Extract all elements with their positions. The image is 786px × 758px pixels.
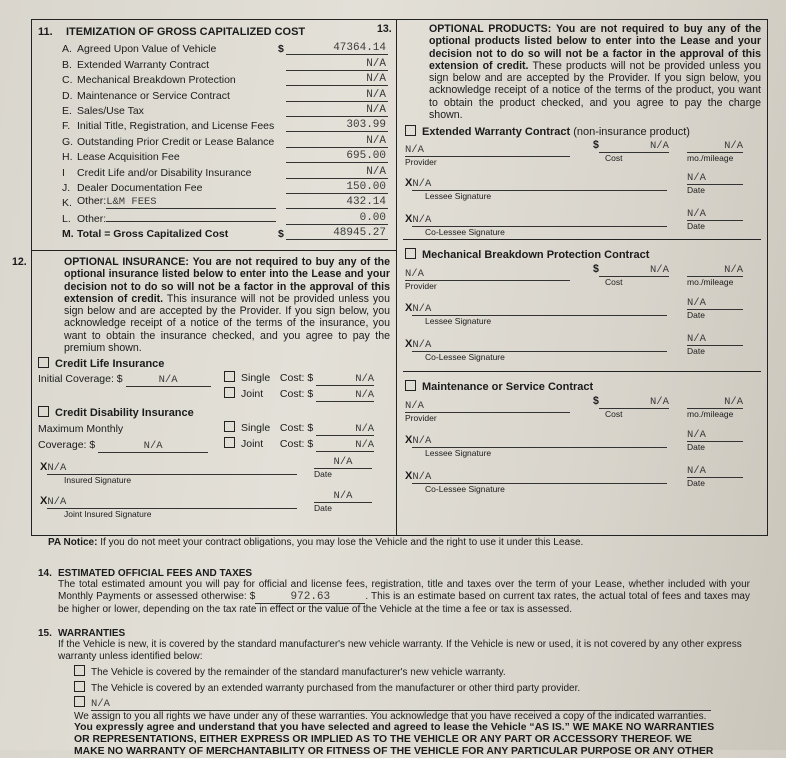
itemization-row: G. Outstanding Prior Credit or Lease Balance N/A	[62, 134, 386, 148]
colessee-signature-field[interactable]: N/A	[412, 339, 667, 352]
credit-life-coverage-field[interactable]: N/A	[126, 374, 211, 387]
other-description-field[interactable]	[106, 221, 276, 222]
itemization-row: D. Maintenance or Service Contract N/A	[62, 88, 386, 102]
joint-insured-signature-field[interactable]: N/A	[47, 496, 297, 509]
pa-notice: PA Notice: If you do not meet your contract obligations, you may lose the Vehicle and the right to use it under this Lease.	[48, 537, 584, 548]
credit-disability-single-checkbox[interactable]	[224, 421, 235, 432]
joint-insured-signature: XN/A Joint Insured Signature	[40, 495, 297, 519]
product-checkbox[interactable]	[405, 380, 416, 391]
insurance-signatures	[38, 455, 390, 527]
joint-insured-date-field[interactable]: N/A	[314, 490, 372, 503]
colessee-signature-field[interactable]: N/A	[412, 214, 667, 227]
mileage-field[interactable]: N/A	[687, 264, 743, 277]
credit-life-header: Credit Life Insurance	[38, 357, 390, 370]
column-divider	[396, 20, 397, 535]
itemization-row: E. Sales/Use Tax N/A	[62, 103, 386, 117]
optional-product: Mechanical Breakdown Protection Contract N/A Provider $ N/A Cost N/A mo./mileage XN/A Lessee Signature N/A Date XN/A Co-Lessee Signature N/A Date	[403, 239, 761, 367]
warranty-option-3	[38, 696, 750, 711]
itemization-amount-field[interactable]: 0.00	[286, 212, 388, 225]
credit-life-joint-cost[interactable]: N/A	[316, 389, 374, 402]
joint-insured-date: N/A Date	[314, 489, 372, 513]
itemization-amount-field[interactable]: N/A	[286, 166, 388, 179]
section-12-optional-insurance	[12, 256, 390, 527]
provider-field[interactable]: N/A	[405, 144, 570, 157]
credit-life-joint-checkbox[interactable]	[224, 387, 235, 398]
itemization-amount-field[interactable]: 303.99	[286, 119, 388, 132]
itemization-row: F. Initial Title, Registration, and License Fees 303.99	[62, 119, 386, 133]
colessee-date-field[interactable]: N/A	[687, 208, 743, 221]
itemization-row: C. Mechanical Breakdown Protection N/A	[62, 73, 386, 87]
itemization-amount-field[interactable]: 48945.27	[286, 227, 388, 240]
credit-life-fields: Initial Coverage: $ N/A Single Cost: $ N/A Joint Cost: $ N/A	[38, 372, 375, 402]
insured-signature-field[interactable]: N/A	[47, 462, 297, 475]
itemization-row: B. Extended Warranty Contract N/A	[62, 57, 386, 71]
section-12-text: 12. OPTIONAL INSURANCE: You are not required to buy any of the optional insurance listed below to enter into the Lease and your decision not to do so will not be a factor in the approval of this extension of credit. This insurance will not be provided unless you sign below and are accepted by the Provider. If you sign below, you acknowledge receipt of a notice of the terms of the insurance, you want to obtain the insurance checked, and you agree to pay the premium shown.	[12, 256, 390, 355]
mileage-field[interactable]: N/A	[687, 396, 743, 409]
estimated-fees-amount[interactable]: 972.63	[255, 592, 365, 605]
colessee-signature-field[interactable]: N/A	[412, 471, 667, 484]
form-grid	[12, 19, 768, 536]
insured-signature: XN/A Insured Signature	[40, 461, 297, 485]
itemization-amount-field[interactable]: N/A	[286, 89, 388, 102]
itemization-amount-field[interactable]: 150.00	[286, 181, 388, 194]
colessee-date-field[interactable]: N/A	[687, 465, 743, 478]
credit-life-single-checkbox[interactable]	[224, 371, 235, 382]
product-checkbox[interactable]	[405, 248, 416, 259]
itemization-amount-field[interactable]: N/A	[286, 73, 388, 86]
credit-disability-header: Credit Disability Insurance	[38, 406, 390, 419]
section-15-warranties: 15. WARRANTIES If the Vehicle is new, it is covered by the standard manufacturer's new vehicle warranty. If the Vehicle is new or used, it is not covered by any other express warranty unless identified below: The Vehicle is covered by the remainder of the standard manufacturer's new vehicle warranty. The Vehicle is covered by an extended warranty purchased from the manufacturer or other third party provider. N/A We assign to you all rights we have under any of these warranties. You acknowledge that you have received a copy of the indicated warranties. You expressly agree and understand that you have selected and agreed to lease the Vehicle “AS IS.” WE MAKE NO WARRANTIES OR REPRESENTATIONS, EITHER EXPRESS OR IMPLIED AS TO THE VEHICLE OR ANY PART OR ACCESSORY THEREOF. WE MAKE NO WARRANTY OF MERCHANTABILITY OR FITNESS OF THE VEHICLE FOR ANY PARTICULAR PURPOSE OR ANY OTHER	[38, 628, 750, 758]
itemization-row: H. Lease Acquisition Fee 695.00	[62, 150, 386, 164]
warranty-option-1: The Vehicle is covered by the remainder of the standard manufacturer's new vehicle warranty.	[38, 665, 750, 678]
lessee-signature-field[interactable]: N/A	[412, 303, 667, 316]
itemization-amount-field[interactable]: N/A	[286, 135, 388, 148]
warranty-other-field[interactable]: N/A	[91, 698, 711, 711]
credit-disability-checkbox[interactable]	[38, 406, 49, 417]
cost-field[interactable]: N/A	[599, 396, 669, 409]
itemization-row: M. Total = Gross Capitalized Cost $ 48945.27	[62, 227, 386, 241]
itemization-row: A. Agreed Upon Value of Vehicle $ 47364.14	[62, 42, 386, 56]
section-14-fees-taxes: 14. ESTIMATED OFFICIAL FEES AND TAXES The total estimated amount you will pay for official and license fees, registration, title and taxes over the term of your Lease, whether included with your Monthly Payments or assessed otherwise: $ 972.63 . This is an estimate based on current tax rates, the actual total of fees and taxes may be higher or lower, depending on the tax rate in effect or the value of the Vehicle at the time a fee or tax is assessed.	[38, 568, 750, 615]
itemization-row: K. Other:L&M FEES 432.14	[62, 195, 386, 210]
itemization-row: L. Other: 0.00	[62, 211, 386, 225]
credit-life-checkbox[interactable]	[38, 357, 49, 368]
itemization-amount-field[interactable]: N/A	[286, 58, 388, 71]
provider-field[interactable]: N/A	[405, 268, 570, 281]
warranty-option-3-checkbox[interactable]	[74, 696, 85, 707]
section-11-itemization	[38, 26, 388, 240]
colessee-date-field[interactable]: N/A	[687, 333, 743, 346]
section-divider-left	[32, 250, 396, 251]
credit-disability-joint-checkbox[interactable]	[224, 437, 235, 448]
credit-life-single-cost[interactable]: N/A	[316, 373, 374, 386]
credit-disability-joint-cost[interactable]: N/A	[316, 439, 374, 452]
itemization-amount-field[interactable]: 695.00	[286, 150, 388, 163]
insured-date: N/A Date	[314, 455, 372, 479]
section-11-title: 11. ITEMIZATION OF GROSS CAPITALIZED COST	[38, 26, 306, 38]
cost-field[interactable]: N/A	[599, 140, 669, 153]
mileage-field[interactable]: N/A	[687, 140, 743, 153]
itemization-amount-field[interactable]: N/A	[286, 104, 388, 117]
itemization-row: J. Dealer Documentation Fee 150.00	[62, 180, 386, 194]
lessee-signature-field[interactable]: N/A	[412, 178, 667, 191]
lessee-date-field[interactable]: N/A	[687, 429, 743, 442]
optional-product: Maintenance or Service Contract N/A Provider $ N/A Cost N/A mo./mileage XN/A Lessee Signature N/A Date XN/A Co-Lessee Signature N/A Date	[403, 371, 761, 499]
section-13-text: 13. OPTIONAL PRODUCTS: You are not required to buy any of the optional products listed below to enter into the Lease and your decision not to do so will not be a factor in the approval of this extension of credit. These products will not be provided unless you sign below and are accepted by the Provider. If you sign below, you acknowledge receipt of a notice of the terms of the product, you want to obtain the product checked, and you agree to pay the charge shown.	[377, 23, 761, 122]
provider-field[interactable]: N/A	[405, 400, 570, 413]
warranty-option-2: The Vehicle is covered by an extended warranty purchased from the manufacturer or other third party provider.	[38, 681, 750, 694]
lessee-date-field[interactable]: N/A	[687, 172, 743, 185]
credit-disability-single-cost[interactable]: N/A	[316, 423, 374, 436]
credit-disability-fields: Maximum Monthly Coverage: $ N/A Single Cost: $ N/A Joint Cost: $ N/A	[38, 422, 375, 453]
cost-field[interactable]: N/A	[599, 264, 669, 277]
optional-product: Extended Warranty Contract (non-insurance product) N/A Provider $ N/A Cost N/A mo./mileage XN/A Lessee Signature N/A Date XN/A Co-Lessee Signature N/A Date	[405, 126, 743, 238]
section-13-optional-products	[377, 20, 761, 499]
warranty-option-1-checkbox[interactable]	[74, 665, 85, 676]
warranty-option-2-checkbox[interactable]	[74, 681, 85, 692]
lessee-signature-field[interactable]: N/A	[412, 435, 667, 448]
other-description-field[interactable]: L&M FEES	[106, 196, 276, 209]
lessee-date-field[interactable]: N/A	[687, 297, 743, 310]
itemization-row: I Credit Life and/or Disability Insurance N/A	[62, 165, 386, 179]
product-checkbox[interactable]	[405, 125, 416, 136]
itemization-amount-field[interactable]: 432.14	[286, 196, 388, 209]
credit-disability-coverage-field[interactable]: N/A	[98, 440, 208, 453]
itemization-amount-field[interactable]: 47364.14	[286, 42, 388, 55]
insured-date-field[interactable]: N/A	[314, 456, 372, 469]
